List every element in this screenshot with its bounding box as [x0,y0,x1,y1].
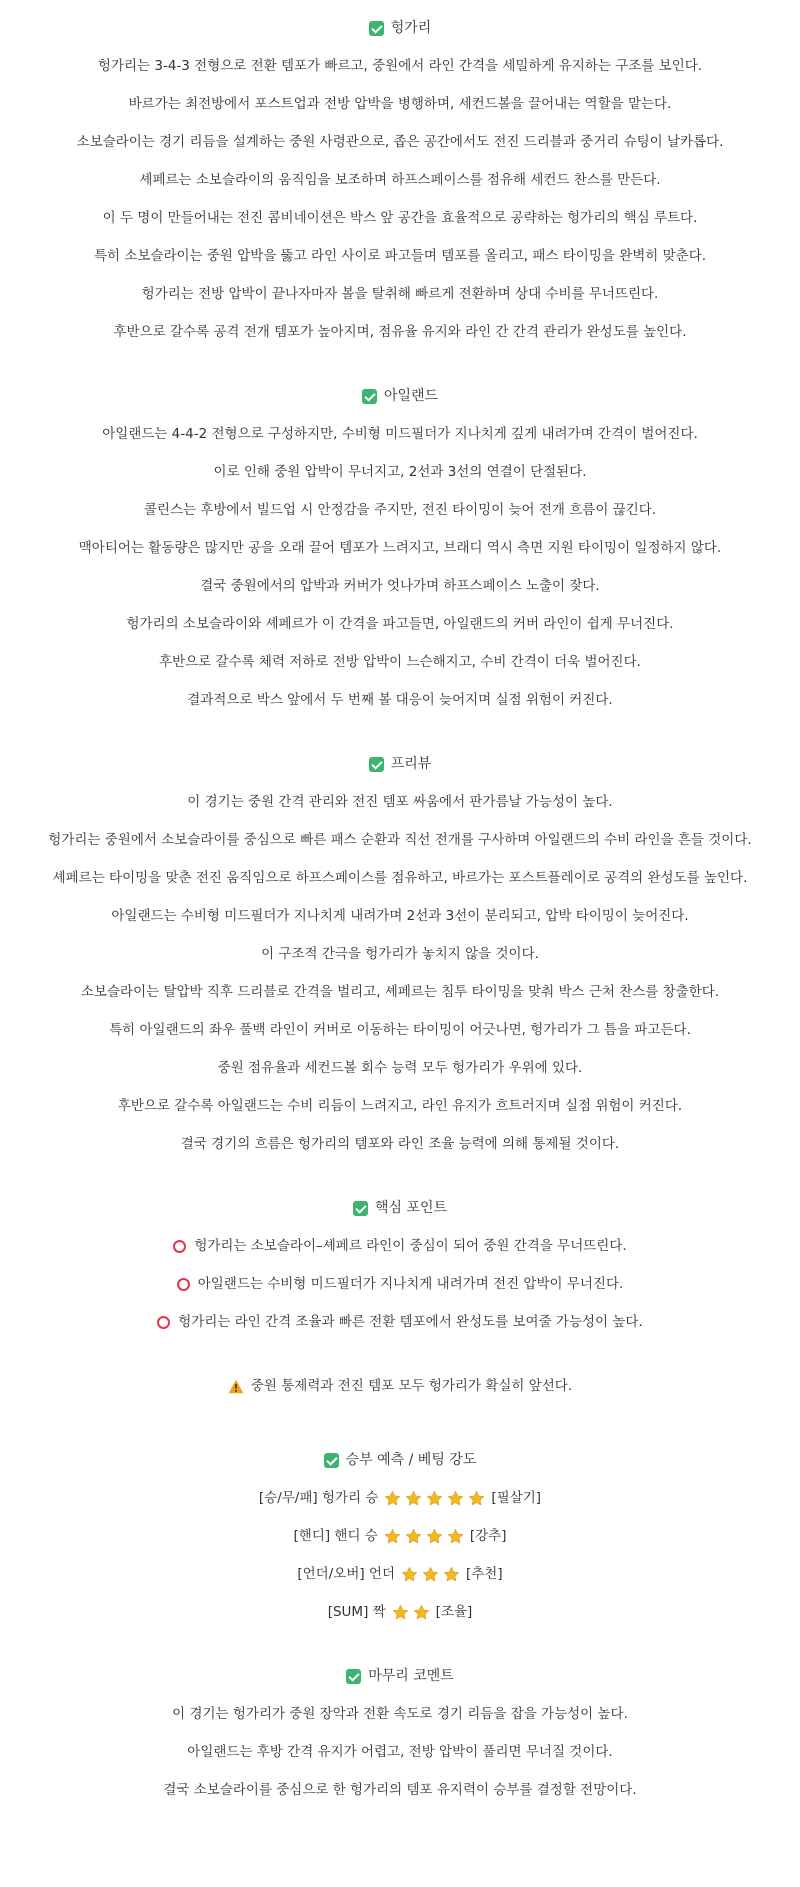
star-rating [384,1490,485,1507]
star-icon [426,1490,443,1507]
paragraph-line: 이로 인해 중원 압박이 무너지고, 2선과 3선의 연결이 단절된다. [213,464,587,480]
section-heading [0,386,800,406]
check-icon [362,389,377,404]
check-icon [369,757,384,772]
star-icon [468,1490,485,1507]
paragraph-line: 헝가리는 전방 압박이 끝나자마자 볼을 탈취해 빠르게 전환하며 상대 수비를 무너뜨린다. [141,286,659,302]
paragraph-line: 이 두 명이 만들어내는 전진 콤비네이션은 박스 앞 공간을 효율적으로 공략하는 헝가리의 핵심 루트다. [102,210,698,226]
section-preview [0,754,800,1154]
paragraph-line: 이 경기는 헝가리가 중원 장악과 전환 속도로 경기 리듬을 잡을 가능성이 높다. [172,1706,628,1722]
paragraph-line: 아일랜드는 후방 간격 유지가 어렵고, 전방 압박이 풀리면 무너질 것이다. [187,1744,613,1760]
section-heading [0,1198,800,1218]
paragraph-line: 아일랜드는 4-4-2 전형으로 구성하지만, 수비형 미드필더가 지나치게 깊게 내려가며 간격이 벌어진다. [102,426,698,442]
paragraph-line: 바르가는 최전방에서 포스트업과 전방 압박을 병행하며, 세컨드볼을 끌어내는 역할을 맡는다. [128,96,672,112]
warning-line [0,1376,800,1396]
circle-icon [177,1278,190,1291]
section-closing [0,1666,800,1800]
section-title: 승부 예측 / 베팅 강도 [345,1452,477,1468]
section-ireland [0,386,800,710]
paragraph-line: 셰페르는 타이밍을 맞춘 전진 움직임으로 하프스페이스를 점유하고, 바르가는 포스트플레이로 공격의 완성도를 높인다. [52,870,748,886]
circle-icon [173,1240,186,1253]
check-icon [324,1453,339,1468]
bet-strength: [필살기] [491,1490,542,1506]
bet-label: [SUM] 짝 [327,1604,386,1620]
paragraph-line: 결과적으로 박스 앞에서 두 번째 볼 대응이 늦어지며 실점 위험이 커진다. [187,692,613,708]
paragraph-line: 결국 중원에서의 압박과 커버가 엇나가며 하프스페이스 노출이 잦다. [200,578,600,594]
section-title: 아일랜드 [383,388,439,404]
bet-row [0,1488,800,1508]
section-title: 핵심 포인트 [374,1200,448,1216]
star-icon [392,1604,409,1621]
paragraph-line: 헝가리는 3-4-3 전형으로 전환 템포가 빠르고, 중원에서 라인 간격을 세밀하게 유지하는 구조를 보인다. [97,58,703,74]
paragraph-line: 결국 소보슬라이를 중심으로 한 헝가리의 템포 유지력이 승부를 결정할 전망이다. [163,1782,637,1798]
paragraph-line: 이 구조적 간극을 헝가리가 놓치지 않을 것이다. [261,946,539,962]
star-icon [401,1566,418,1583]
star-rating [392,1604,430,1621]
section-warning [0,1376,800,1396]
circle-icon [157,1316,170,1329]
paragraph-line: 특히 아일랜드의 좌우 풀백 라인이 커버로 이동하는 타이밍이 어긋나면, 헝가리가 그 틈을 파고든다. [109,1022,691,1038]
paragraph-line: 결국 경기의 흐름은 헝가리의 템포와 라인 조율 능력에 의해 통제될 것이다. [180,1136,620,1152]
bet-strength: [조율] [435,1604,473,1620]
section-key-points [0,1198,800,1332]
paragraph-line: 콜린스는 후방에서 빌드업 시 안정감을 주지만, 전진 타이밍이 늦어 전개 흐름이 끊긴다. [143,502,657,518]
bet-strength: [추천] [466,1566,503,1582]
star-icon [426,1528,443,1545]
star-icon [447,1490,464,1507]
section-heading [0,1450,800,1470]
paragraph-line: 헝가리는 중원에서 소보슬라이를 중심으로 빠른 패스 순환과 직선 전개를 구사하며 아일랜드의 수비 라인을 흔들 것이다. [48,832,752,848]
key-point-text: 헝가리는 소보슬라이–셰페르 라인이 중심이 되어 중원 간격을 무너뜨린다. [194,1238,627,1254]
bet-row [0,1564,800,1584]
bet-label: [언더/오버] 언더 [297,1566,395,1582]
star-icon [447,1528,464,1545]
section-heading [0,1666,800,1686]
bet-row [0,1526,800,1546]
warning-text: 중원 통제력과 전진 템포 모두 헝가리가 확실히 앞선다. [250,1378,573,1394]
bet-label: [핸디] 핸디 승 [293,1528,378,1544]
key-point-text: 헝가리는 라인 간격 조율과 빠른 전환 템포에서 완성도를 보여줄 가능성이 높다. [178,1314,643,1330]
section-title: 마무리 코멘트 [368,1668,454,1684]
paragraph-line: 셰페르는 소보슬라이의 움직임을 보조하며 하프스페이스를 점유해 세컨드 찬스를 만든다. [139,172,661,188]
warning-icon [228,1379,244,1394]
paragraph-line: 후반으로 갈수록 아일랜드는 수비 리듬이 느려지고, 라인 유지가 흐트러지며 실점 위험이 커진다. [117,1098,683,1114]
key-point-text: 아일랜드는 수비형 미드필더가 지나치게 내려가며 전진 압박이 무너진다. [197,1276,624,1292]
section-heading [0,18,800,38]
star-icon [443,1566,460,1583]
paragraph-line: 이 경기는 중원 간격 관리와 전진 템포 싸움에서 판가름날 가능성이 높다. [187,794,613,810]
paragraph-line: 후반으로 갈수록 공격 전개 템포가 높아지며, 점유율 유지와 라인 간 간격 관리가 완성도를 높인다. [113,324,687,340]
key-point-item [0,1236,800,1256]
check-icon [353,1201,368,1216]
check-icon [369,21,384,36]
section-hungary [0,18,800,342]
key-point-item [0,1312,800,1332]
paragraph-line: 중원 점유율과 세컨드볼 회수 능력 모두 헝가리가 우위에 있다. [217,1060,583,1076]
star-icon [405,1528,422,1545]
paragraph-line: 맥아티어는 활동량은 많지만 공을 오래 끌어 템포가 느려지고, 브래디 역시 측면 지원 타이밍이 일정하지 않다. [78,540,722,556]
star-icon [384,1528,401,1545]
star-icon [405,1490,422,1507]
paragraph-line: 후반으로 갈수록 체력 저하로 전방 압박이 느슨해지고, 수비 간격이 더욱 벌어진다. [159,654,641,670]
paragraph-line: 아일랜드는 수비형 미드필더가 지나치게 내려가며 2선과 3선이 분리되고, 압박 타이밍이 늦어진다. [111,908,689,924]
star-rating [384,1528,464,1545]
star-icon [384,1490,401,1507]
paragraph-line: 특히 소보슬라이는 중원 압박을 뚫고 라인 사이로 파고들며 템포를 올리고, 패스 타이밍을 완벽히 맞춘다. [93,248,707,264]
star-icon [413,1604,430,1621]
bet-label: [승/무/패] 헝가리 승 [258,1490,379,1506]
bet-row [0,1602,800,1622]
paragraph-line: 헝가리의 소보슬라이와 셰페르가 이 간격을 파고들면, 아일랜드의 커버 라인이 쉽게 무너진다. [126,616,674,632]
section-heading [0,754,800,774]
section-prediction [0,1450,800,1622]
star-rating [401,1566,460,1583]
bet-strength: [강추] [469,1528,507,1544]
key-point-item [0,1274,800,1294]
section-title: 헝가리 [390,20,432,36]
section-title: 프리뷰 [390,756,432,772]
star-icon [422,1566,439,1583]
paragraph-line: 소보슬라이는 탈압박 직후 드리블로 간격을 벌리고, 셰페르는 침투 타이밍을 맞춰 박스 근처 찬스를 창출한다. [80,984,720,1000]
check-icon [346,1669,361,1684]
paragraph-line: 소보슬라이는 경기 리듬을 설계하는 중원 사령관으로, 좁은 공간에서도 전진 드리블과 중거리 슈팅이 날카롭다. [76,134,724,150]
